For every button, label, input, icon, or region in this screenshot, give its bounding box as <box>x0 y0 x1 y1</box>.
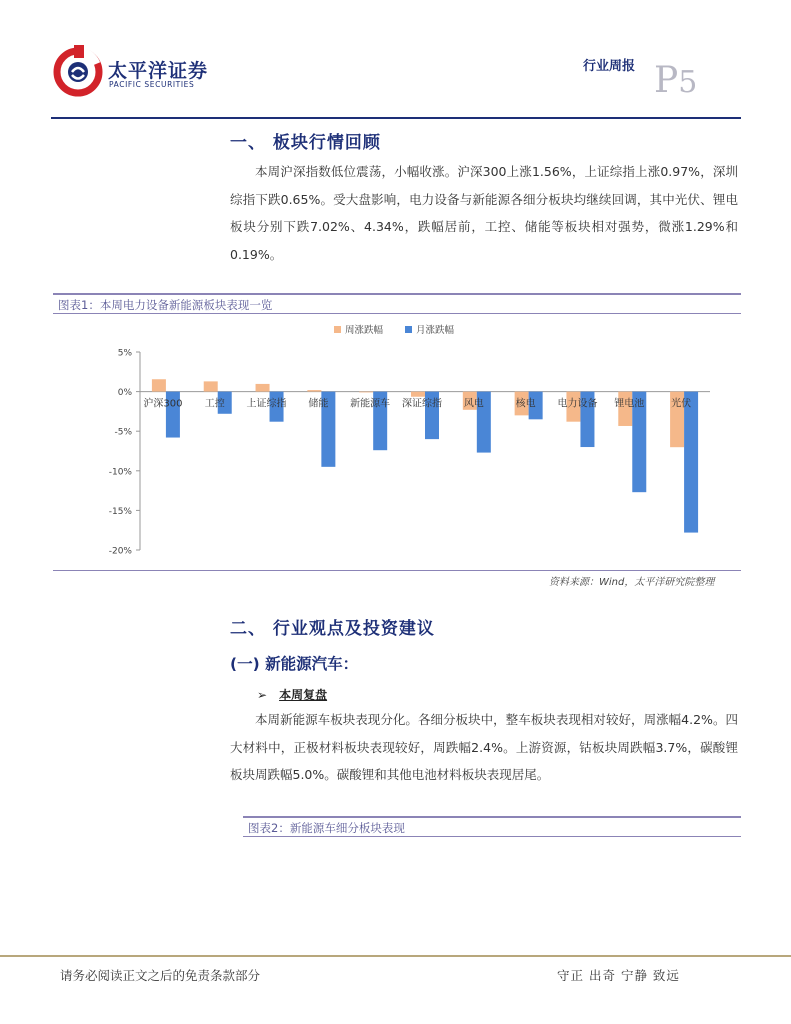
x-category-label: 沪深300 <box>143 398 183 410</box>
figure-1-top-rule <box>53 293 741 295</box>
section-2-paragraph: 本周新能源车板块表现分化。各细分板块中，整车板块表现相对较好，周涨幅4.2%。四大材料中，正极材料板块表现较好，周跌幅2.4%。上游资源，钴板块周跌幅3.7%，碳酸锂板块周跌幅5.0%。碳酸锂和其他电池材料板块表现居尾。 <box>230 712 738 782</box>
bar-weekly-4 <box>359 392 373 393</box>
bullet-heading <box>257 686 327 703</box>
bar-weekly-5 <box>411 392 425 397</box>
bar-weekly-0 <box>152 379 166 391</box>
figure-1-source: 资料来源：Wind，太平洋研究院整理 <box>549 577 715 588</box>
x-category-label: 储能 <box>308 398 329 410</box>
report-type-label: 行业周报 <box>583 59 636 74</box>
logo-text-cn: 太平洋证券 <box>108 60 209 82</box>
y-axis <box>109 349 710 557</box>
page-label: P <box>654 60 679 101</box>
page-number-value: 5 <box>678 65 698 100</box>
figure-1-caption: 图表1：本周电力设备新能源板块表现一览 <box>58 298 273 312</box>
sector-performance-chart <box>100 318 720 568</box>
legend-swatch-weekly <box>334 326 341 333</box>
legend-label-monthly: 月涨跌幅 <box>416 325 455 336</box>
y-tick-label: 0% <box>117 388 132 399</box>
subsection-title: (一) 新能源汽车： <box>230 655 359 673</box>
x-category-label: 核电 <box>515 398 536 410</box>
y-tick-label: -10% <box>108 467 132 478</box>
chart-legend <box>334 324 455 336</box>
x-category-label: 锂电池 <box>614 398 645 410</box>
x-category-label: 光伏 <box>671 398 692 410</box>
section-1-title: 一、 板块行情回顾 <box>230 133 381 153</box>
logo-text-en: PACIFIC SECURITIES <box>109 80 195 89</box>
bullet-heading-label: 本周复盘 <box>279 688 328 702</box>
y-tick-label: -5% <box>114 427 132 438</box>
x-category-label: 风电 <box>463 398 484 410</box>
figure-2-top-rule <box>243 816 741 818</box>
figure-1-caption-rule <box>53 313 741 314</box>
bar-monthly-10 <box>684 392 698 533</box>
x-category-label: 工控 <box>204 398 225 410</box>
section-1-paragraph: 本周沪深指数低位震荡，小幅收涨。沪深300上涨1.56%，上证综指上涨0.97%，深圳综指下跌0.65%。受大盘影响，电力设备与新能源各细分板块均继续回调，其中光伏、锂电板块分别下跌7.02%、4.34%，跌幅居前，工控、储能等板块相对强势，微涨1.29%和0.19%。 <box>230 164 738 262</box>
footer-disclaimer: 请务必阅读正文之后的免责条款部分 <box>60 968 261 983</box>
arrow-bullet-icon: ➢ <box>257 688 268 702</box>
y-tick-label: 5% <box>117 348 132 359</box>
x-category-label: 上证综指 <box>246 398 287 410</box>
legend-label-weekly: 周涨跌幅 <box>345 325 384 336</box>
header-divider <box>51 117 741 119</box>
bar-weekly-2 <box>256 384 270 392</box>
pacific-securities-logo-icon <box>50 42 106 98</box>
figure-1-bottom-rule <box>53 570 741 571</box>
x-category-label: 新能源车 <box>350 398 391 410</box>
y-tick-label: -15% <box>108 506 132 517</box>
x-category-label: 深证综指 <box>402 398 442 410</box>
x-category-label: 电力设备 <box>557 398 598 410</box>
footer-divider <box>0 955 791 957</box>
section-2-title: 二、 行业观点及投资建议 <box>230 619 435 639</box>
y-tick-label: -20% <box>108 546 132 557</box>
bar-weekly-3 <box>307 390 321 392</box>
legend-swatch-monthly <box>405 326 412 333</box>
footer-motto: 守正 出奇 宁静 致远 <box>557 968 680 983</box>
figure-2-caption: 图表2：新能源车细分板块表现 <box>248 821 405 835</box>
bar-weekly-1 <box>204 381 218 391</box>
page-number <box>654 60 697 101</box>
figure-2-caption-rule <box>243 836 741 837</box>
